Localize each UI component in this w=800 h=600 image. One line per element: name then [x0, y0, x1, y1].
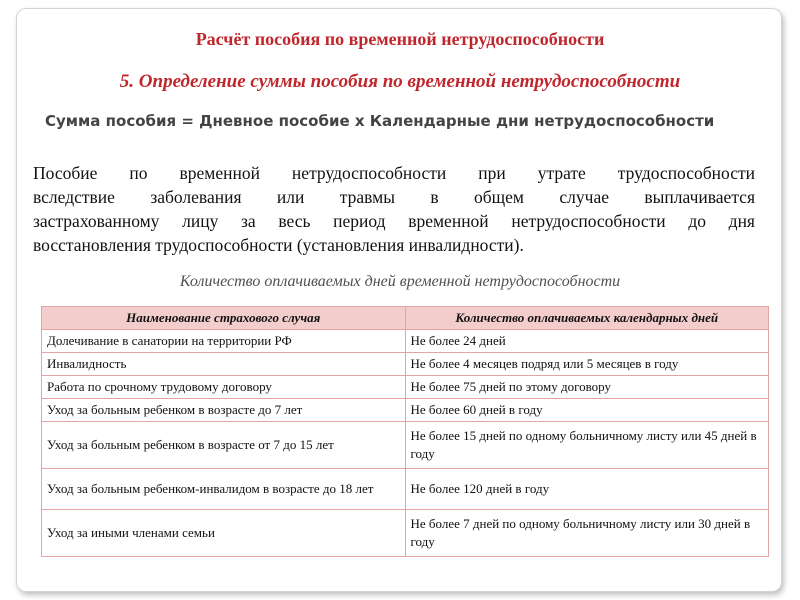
header-insured-event: Наименование страхового случая: [42, 307, 406, 330]
table-row: [42, 422, 769, 469]
header-paid-days: Количество оплачиваемых календарных дней: [405, 307, 769, 330]
table-cell-event: Долечивание в санатории на территории РФ: [42, 330, 406, 353]
slide: [16, 8, 782, 592]
table-cell-event: Работа по срочному трудовому договору: [42, 376, 406, 399]
table-cell-event: Уход за больным ребенком в возрасте до 7 лет: [42, 399, 406, 422]
section-subtitle: 5. Определение суммы пособия по временной нетрудоспособности: [119, 71, 681, 92]
paragraph-line: застрахованному лицу за весь период временной нетрудоспособности до дня: [33, 211, 755, 231]
table-row: [42, 330, 769, 353]
table-row: [42, 510, 769, 557]
table-cell-days: Не более 75 дней по этому договору: [405, 376, 769, 399]
slide-title: Расчёт пособия по временной нетрудоспособности: [195, 29, 605, 49]
table-row: [42, 469, 769, 510]
table-header-row: [42, 307, 769, 330]
benefit-formula: Сумма пособия = Дневное пособие х Календарные дни нетрудоспособности: [45, 112, 715, 130]
table-cell-days: Не более 120 дней в году: [405, 469, 769, 510]
paid-days-table: [41, 306, 769, 557]
description-paragraph: [33, 161, 755, 257]
table-cell-event: Уход за больным ребенком-инвалидом в возрасте до 18 лет: [42, 469, 406, 510]
table-row: [42, 353, 769, 376]
table-row: [42, 376, 769, 399]
table-row: [42, 399, 769, 422]
paragraph-line: вследствие заболевания или травмы в общем случае выплачивается: [33, 187, 755, 207]
paragraph-line: Пособие по временной нетрудоспособности при утрате трудоспособности: [33, 163, 755, 183]
paragraph-line: восстановления трудоспособности (установления инвалидности).: [33, 235, 524, 255]
table-cell-event: Уход за иными членами семьи: [42, 510, 406, 557]
table-cell-event: Уход за больным ребенком в возрасте от 7 до 15 лет: [42, 422, 406, 469]
table-cell-days: Не более 7 дней по одному больничному листу или 30 дней в году: [405, 510, 769, 557]
table-cell-event: Инвалидность: [42, 353, 406, 376]
table-cell-days: Не более 4 месяцев подряд или 5 месяцев в году: [405, 353, 769, 376]
table-caption: Количество оплачиваемых дней временной нетрудоспособности: [179, 273, 621, 290]
table-cell-days: Не более 60 дней в году: [405, 399, 769, 422]
table-cell-days: Не более 24 дней: [405, 330, 769, 353]
table-cell-days: Не более 15 дней по одному больничному листу или 45 дней в году: [405, 422, 769, 469]
